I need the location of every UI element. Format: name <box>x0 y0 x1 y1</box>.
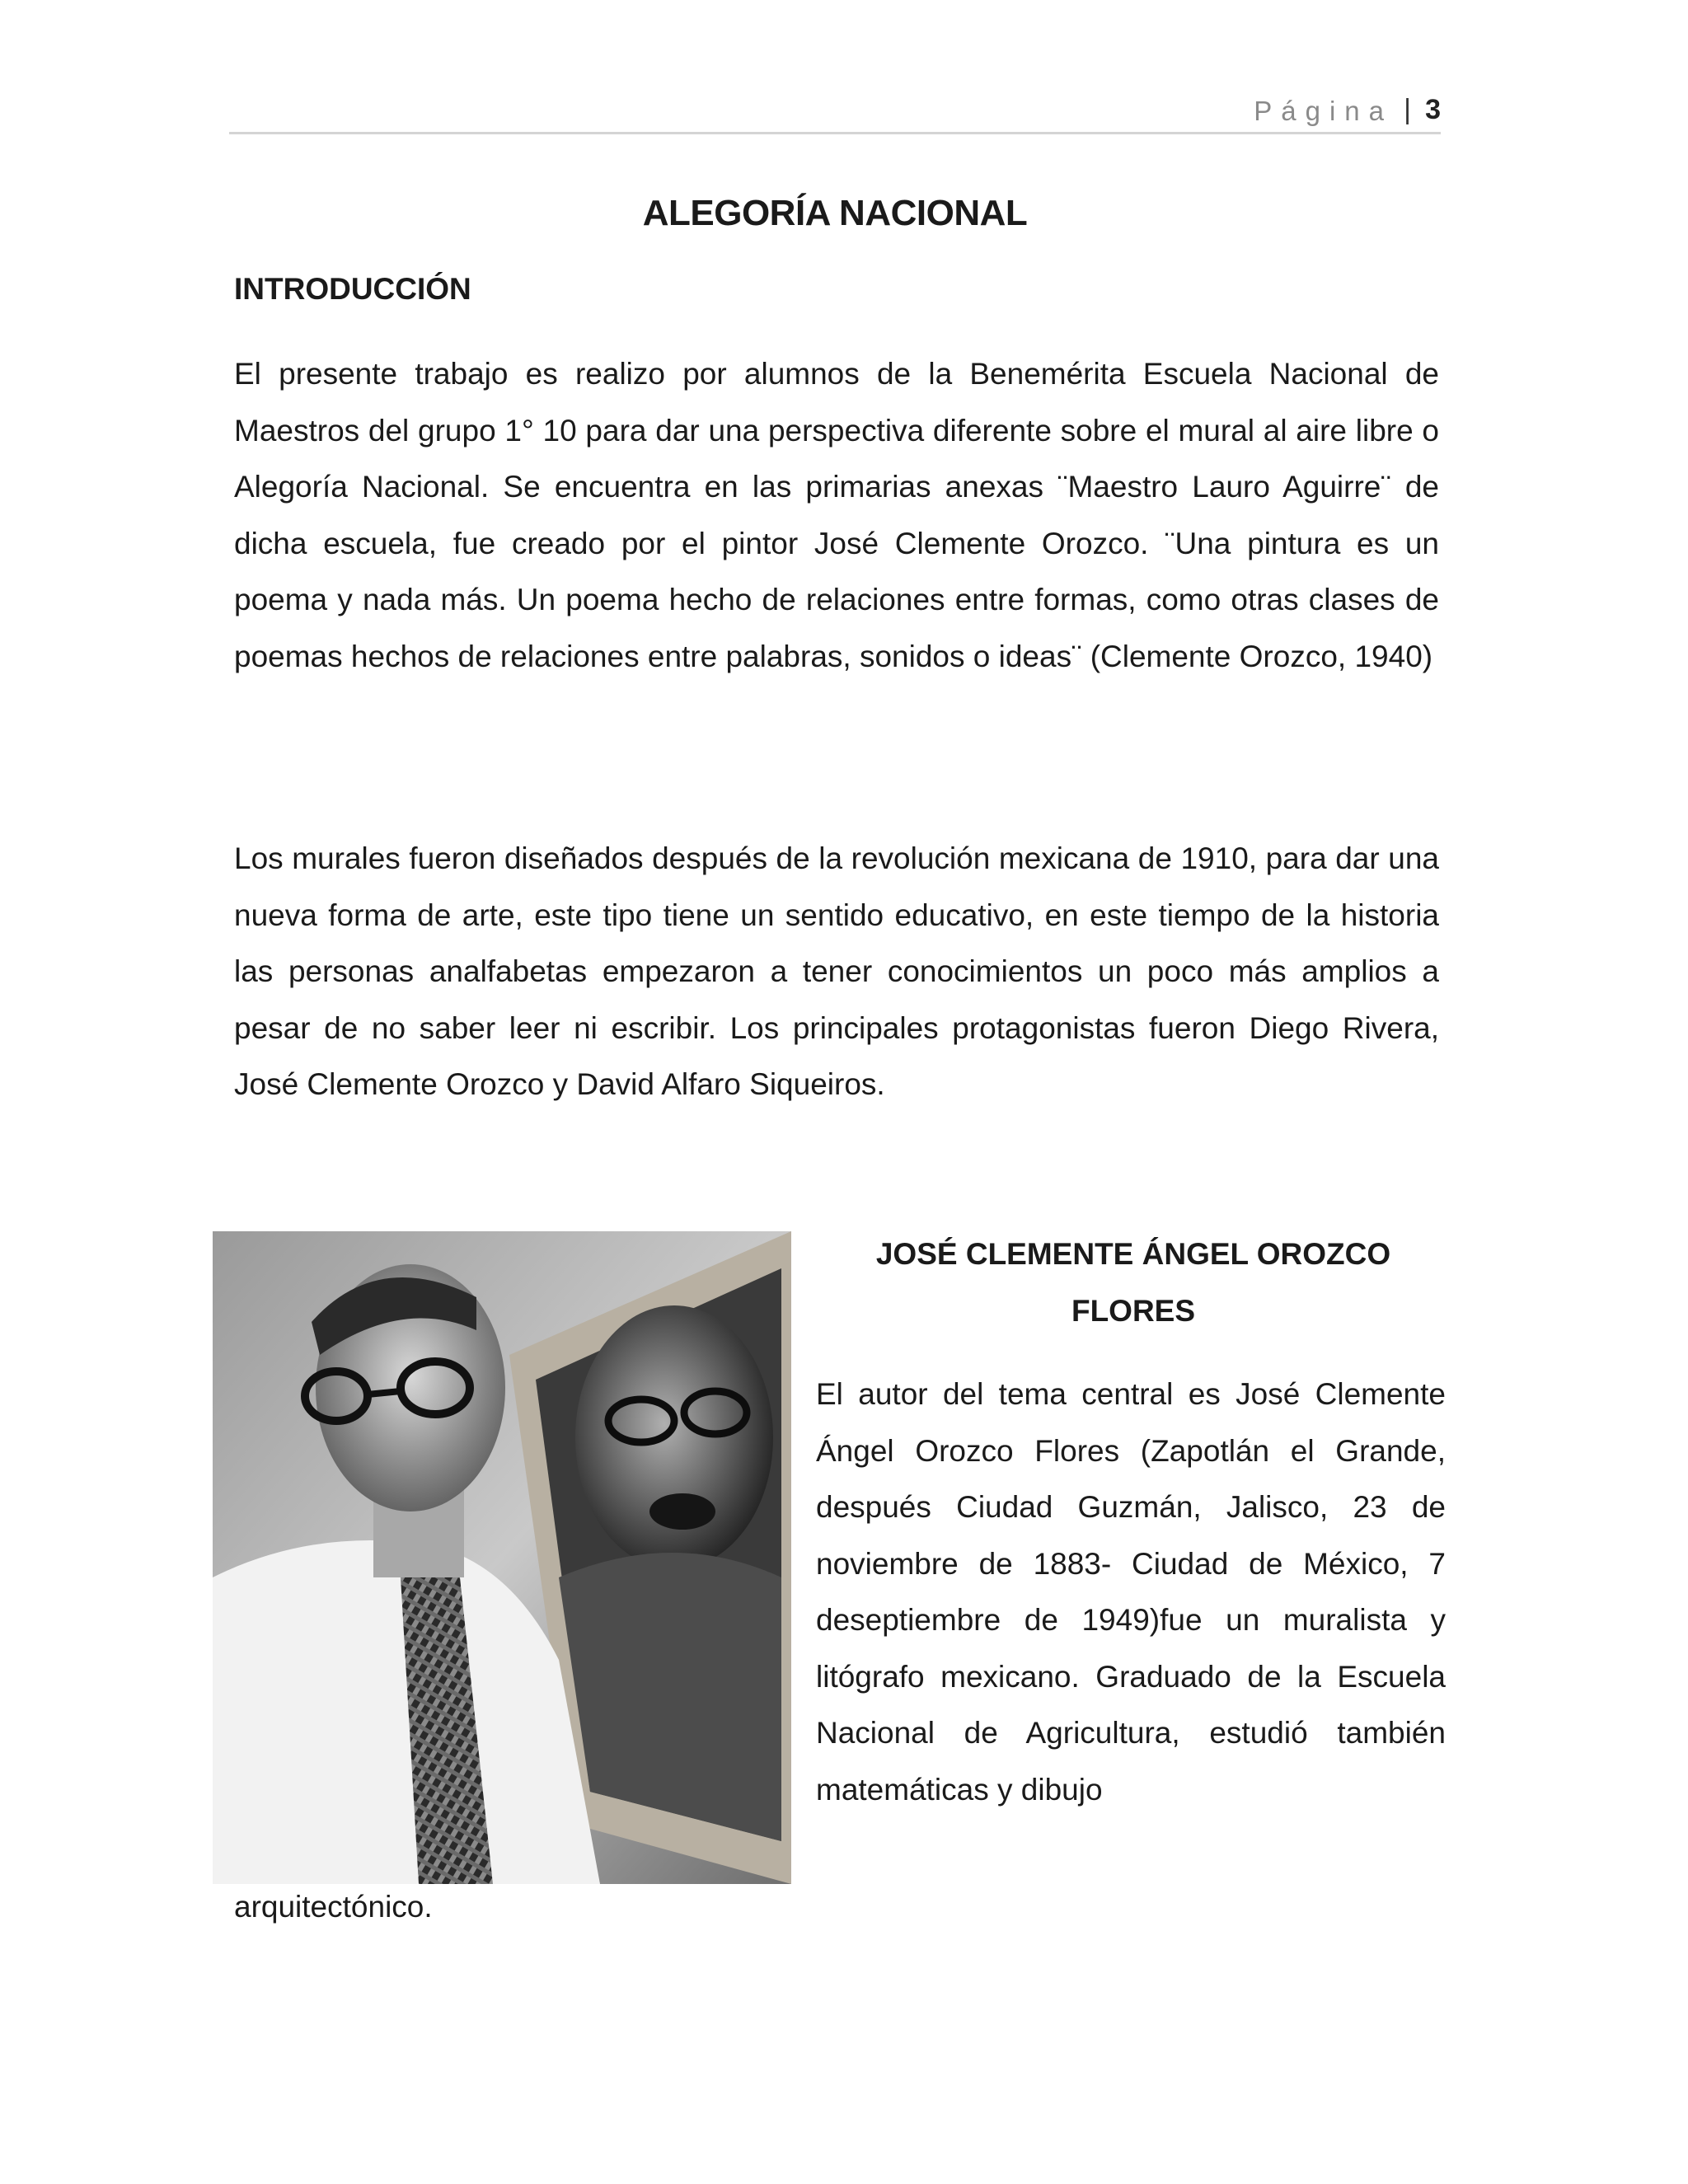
document-title: ALEGORÍA NACIONAL <box>642 193 1028 233</box>
page-number: 3 <box>1425 94 1441 125</box>
bio-heading: JOSÉ CLEMENTE ÁNGEL OROZCO FLORES <box>875 1237 1391 1328</box>
page-label: Página <box>1254 96 1393 126</box>
page-header <box>229 92 1441 134</box>
orozco-portrait-photo <box>213 1231 791 1884</box>
bio-paragraph-continuation: arquitectónico. <box>234 1890 433 1924</box>
murals-paragraph: Los murales fueron diseñados después de la revolución mexicana de 1910, para dar una nueva forma de arte, este tipo tiene un sentido educativo, en este tiempo de la historia las personas analfabetas empezaron a tener conocimientos un poco más amplios a pesar de no saber leer ni escribir. Los principales protagonistas fueron Diego Rivera, José Clemente Orozco y David Alfaro Siqueiros. <box>234 841 1439 1101</box>
bio-paragraph: El autor del tema central es José Clemente Ángel Orozco Flores (Zapotlán el Grande, después Ciudad Guzmán, Jalisco, 23 de noviembre de 1883- Ciudad de México, 7 deseptiembre de 1949)fue un muralista y litógrafo mexicano. Graduado de la Escuela Nacional de Agricultura, estudió también matemáticas y dibujo <box>816 1377 1446 1807</box>
introduction-heading: INTRODUCCIÓN <box>234 272 471 306</box>
intro-paragraph: El presente trabajo es realizo por alumnos de la Benemérita Escuela Nacional de Maestros del grupo 1° 10 para dar una perspectiva diferente sobre el mural al aire libre o Alegoría Nacional. Se encuentra en las primarias anexas ¨Maestro Lauro Aguirre¨ de dicha escuela, fue creado por el pintor José Clemente Orozco. ¨Una pintura es un poema y nada más. Un poema hecho de relaciones entre formas, como otras clases de poemas hechos de relaciones entre palabras, sonidos o ideas¨ (Clemente Orozco, 1940) <box>234 357 1439 673</box>
page-separator: | <box>1404 94 1411 125</box>
